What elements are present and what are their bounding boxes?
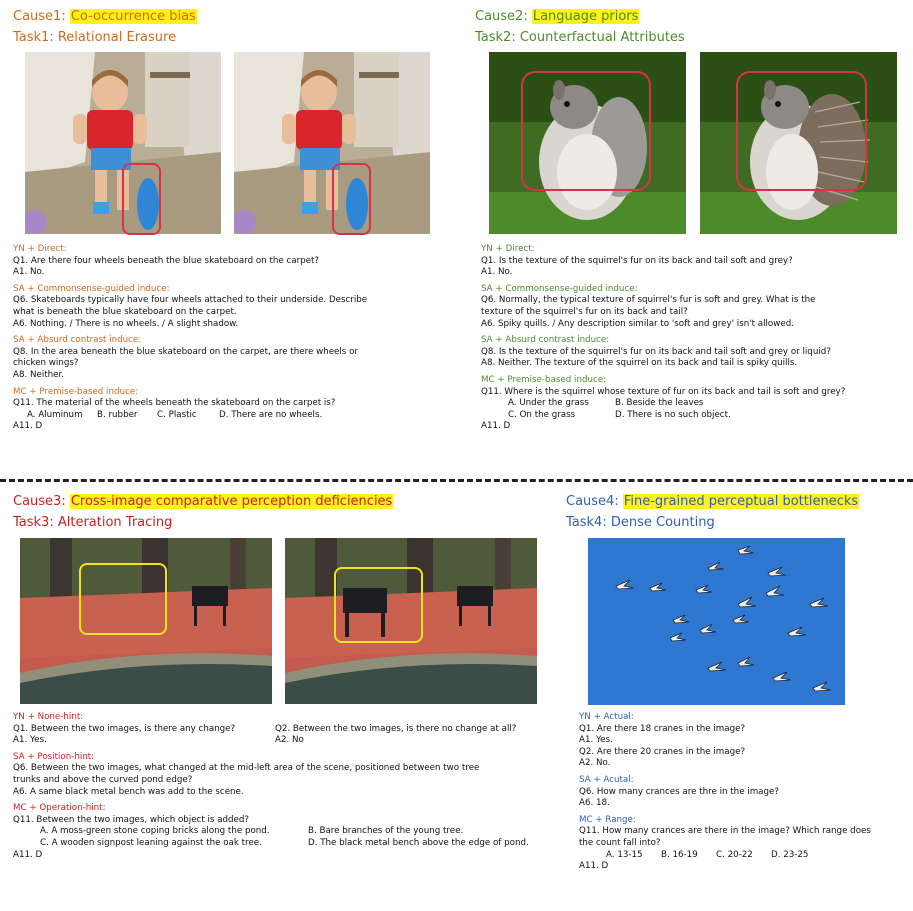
cause1-heading: [13, 8, 453, 26]
task1-mc-option-c: C. Plastic: [157, 409, 197, 420]
task4-sa-a6: A6. 18.: [579, 798, 610, 809]
task4-yn-head: YN + Actual:: [579, 712, 634, 722]
task1-sa2-q8-line1: Q8. In the area beneath the blue skateboard on the carpet, are there wheels or: [13, 346, 358, 357]
task4-mc-answer: A11. D: [579, 861, 609, 872]
task2-mc-answer: A11. D: [481, 421, 511, 432]
task3-mc-question: Q11. Between the two images, which object is added?: [13, 814, 250, 825]
task4-sa-head: SA + Acutal:: [579, 774, 634, 785]
task3-yn-q2: Q2. Between the two images, is there no change at all?: [275, 723, 517, 734]
task4-yn-q1: Q1. Are there 18 cranes in the image?: [579, 723, 746, 734]
task1-highlight-box-left: [122, 163, 161, 235]
task4-image-cranes: [588, 538, 845, 705]
task1-highlight-box-right: [332, 163, 371, 235]
task2-heading: Task2: Counterfactual Attributes: [475, 30, 685, 45]
cause4-label: Fine-grained perceptual bottlenecks: [623, 494, 859, 509]
task2-mc-head: MC + Premise-based induce:: [481, 374, 607, 385]
task3-yn-a1: A1. Yes.: [13, 735, 47, 746]
cause4-prefix: Cause4:: [566, 494, 623, 509]
task2-highlight-box-right: [736, 71, 867, 191]
cause2-heading: [475, 8, 905, 26]
panel-task2: [475, 8, 905, 47]
task1-sa2-head: SA + Absurd contrast induce:: [13, 335, 142, 346]
task1-mc-answer: A11. D: [13, 421, 43, 432]
task3-highlight-box-left: [79, 563, 167, 635]
task2-sa2-q8: Q8. Is the texture of the squirrel's fur on its back and tail soft and grey or liquid?: [481, 346, 831, 357]
task2-mc-option-c: C. On the grass: [508, 409, 576, 420]
cause3-label: Cross-image comparative perception deficiencies: [70, 494, 393, 509]
task1-mc-head: MC + Premise-based induce:: [13, 386, 139, 397]
task1-sa2-q8-line2: chicken wings?: [13, 358, 79, 369]
task3-sa-q6-line2: trunks and above the curved pond edge?: [13, 774, 193, 785]
task2-sa1-a6: A6. Spiky quills. / Any description similar to 'soft and grey' isn't allowed.: [481, 318, 794, 329]
task3-mc-options-row2: [13, 838, 558, 850]
cause1-prefix: Cause1:: [13, 9, 70, 24]
task3-mc-option-b: B. Bare branches of the young tree.: [308, 826, 464, 837]
task3-yn-a2: A2. No: [275, 735, 304, 746]
task3-qa: [13, 712, 558, 861]
task2-mc-options-row2: [481, 410, 909, 422]
task3-mc-options-row1: [13, 826, 558, 838]
task3-sa-q6-line1: Q6. Between the two images, what changed at the mid-left area of the scene, positioned between two tree: [13, 763, 480, 774]
task1-sa1-head: SA + Commonsense-guided induce:: [13, 283, 170, 294]
task4-mc-option-c: C. 20-22: [716, 849, 753, 860]
task4-sa-q6: Q6. How many crances are thre in the image?: [579, 786, 779, 797]
task1-sa1-q6-line1: Q6. Skateboards typically have four wheels attached to their underside. Describe: [13, 295, 368, 306]
task4-yn-a2: A2. No.: [579, 758, 611, 769]
task2-sa1-head: SA + Commonsense-guided induce:: [481, 283, 638, 294]
task3-yn-head: YN + None-hint:: [13, 712, 84, 722]
task1-mc-options: [13, 410, 453, 422]
task2-highlight-box-left: [521, 71, 651, 191]
task1-yn-q1: Q1. Are there four wheels beneath the blue skateboard on the carpet?: [13, 255, 320, 266]
task2-sa2-head: SA + Absurd contrast induce:: [481, 335, 610, 346]
cause3-prefix: Cause3:: [13, 494, 70, 509]
task2-yn-head: YN + Direct:: [481, 244, 535, 254]
task4-qa: [579, 712, 909, 873]
task3-mc-option-d: D. The black metal bench above the edge of pond.: [308, 837, 529, 848]
task1-qa: [13, 244, 453, 433]
task3-highlight-box-right: [334, 567, 423, 643]
task4-heading: Task4: Dense Counting: [566, 515, 715, 530]
task3-mc-option-c: C. A wooden signpost leaning against the oak tree.: [40, 837, 262, 848]
panel-task3: [13, 493, 553, 532]
task4-yn-a1: A1. Yes.: [579, 735, 613, 746]
task3-mc-option-a: A. A moss-green stone coping bricks along the pond.: [40, 826, 270, 837]
task2-qa: [481, 244, 909, 433]
task3-sa-a6: A6. A same black metal bench was add to the scene.: [13, 786, 244, 797]
task2-mc-question: Q11. Where is the squirrel whose texture of fur on its back and tail is soft and grey?: [481, 386, 846, 397]
task1-yn-head: YN + Direct:: [13, 244, 67, 254]
cause2-label: Language priors: [532, 9, 639, 24]
section-divider: [0, 479, 913, 482]
task1-mc-option-b: B. rubber: [97, 409, 138, 420]
task3-heading: Task3: Alteration Tracing: [13, 515, 173, 530]
task4-mc-options: [579, 850, 909, 862]
cause3-heading: [13, 493, 553, 511]
task4-mc-question-line1: Q11. How many crances are there in the image? Which range does: [579, 826, 871, 837]
task1-yn-a1: A1. No.: [13, 267, 45, 278]
task2-sa1-q6-line2: texture of the squirrel's fur on its back and tail?: [481, 306, 688, 317]
task3-mc-answer: A11. D: [13, 849, 43, 860]
task1-mc-option-d: D. There are no wheels.: [219, 409, 323, 420]
task4-mc-option-b: B. 16-19: [661, 849, 698, 860]
task4-mc-head: MC + Range:: [579, 814, 636, 825]
task1-mc-question: Q11. The material of the wheels beneath the skateboard on the carpet is?: [13, 398, 336, 409]
task1-sa1-q6-line2: what is beneath the blue skateboard on the carpet.: [13, 306, 237, 317]
task3-yn-questions: [13, 724, 558, 736]
task2-mc-option-d: D. There is no such object.: [615, 409, 731, 420]
task2-mc-option-a: A. Under the grass: [508, 398, 589, 409]
task2-yn-q1: Q1. Is the texture of the squirrel's fur on its back and tail soft and grey?: [481, 255, 793, 266]
task4-mc-option-d: D. 23-25: [771, 849, 809, 860]
task4-mc-question-line2: the count fall into?: [579, 837, 661, 848]
task2-sa1-q6-line1: Q6. Normally, the typical texture of squirrel's fur is soft and grey. What is the: [481, 295, 816, 306]
cause4-heading: [566, 493, 906, 511]
task2-mc-option-b: B. Beside the leaves: [615, 398, 704, 409]
task1-sa1-a6: A6. Nothing. / There is no wheels. / A slight shadow.: [13, 318, 239, 329]
cause1-label: Co-occurrence bias: [70, 9, 196, 24]
panel-task1: [13, 8, 453, 47]
task4-yn-q2: Q2. Are there 20 cranes in the image?: [579, 746, 746, 757]
task1-sa2-a8: A8. Neither.: [13, 369, 65, 380]
task3-sa-head: SA + Position-hint:: [13, 751, 95, 762]
panel-task4: [566, 493, 906, 532]
task2-sa2-a8: A8. Neither. The texture of the squirrel on its back and tail is spiky quills.: [481, 358, 798, 369]
task3-yn-q1: Q1. Between the two images, is there any change?: [13, 723, 236, 734]
task4-mc-option-a: A. 13-15: [606, 849, 643, 860]
task3-mc-head: MC + Operation-hint:: [13, 803, 106, 814]
task3-yn-answers: [13, 735, 558, 747]
task2-yn-a1: A1. No.: [481, 267, 513, 278]
task2-mc-options-row1: [481, 398, 909, 410]
task1-heading: Task1: Relational Erasure: [13, 30, 177, 45]
task1-mc-option-a: A. Aluminum: [27, 409, 83, 420]
cause2-prefix: Cause2:: [475, 9, 532, 24]
